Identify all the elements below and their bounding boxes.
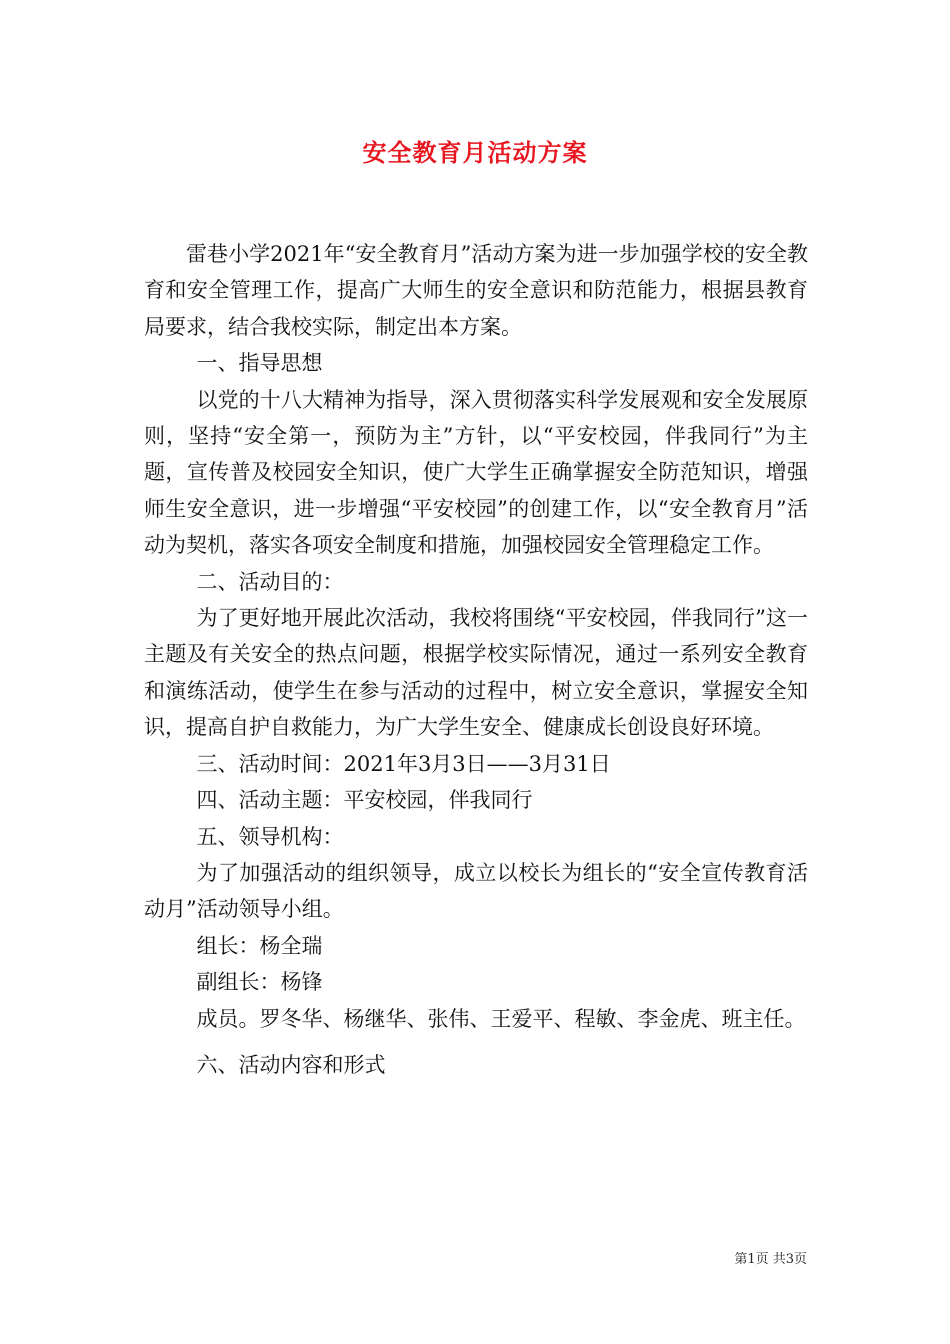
intro-paragraph: 雷巷小学2021年“安全教育月”活动方案为进一步加强学校的安全教育和安全管理工作，提高广大师生的安全意识和防范能力，根据县教育局要求，结合我校实际，制定出本方案。 [144,242,808,339]
section-heading-activity-purpose: 二、活动目的： [196,569,344,594]
document-body [144,236,808,1083]
deputy-team-leader: 副组长：杨锋 [196,970,323,995]
section-heading-activity-theme: 四、活动主题：平安校园，伴我同行 [196,788,533,813]
guiding-thought-paragraph: 以党的十八大精神为指导，深入贯彻落实科学发展观和安全发展原则，坚持“安全第一，预防为主”方针，以“平安校园，伴我同行”为主题，宣传普及校园安全知识，使广大学生正确掌握安全防范知识，增强师生安全意识，进一步增强“平安校园”的创建工作，以“安全教育月”活动为契机，落实各项安全制度和措施，加强校园安全管理稳定工作。 [144,387,808,558]
activity-purpose-paragraph: 为了更好地开展此次活动，我校将围绕“平安校园，伴我同行”这一主题及有关安全的热点问题，根据学校实际情况，通过一系列安全教育和演练活动，使学生在参与活动的过程中，树立安全意识，掌握安全知识，提高自护自救能力，为广大学生安全、健康成长创设良好环境。 [144,606,808,740]
section-heading-activity-content: 六、活动内容和形式 [196,1052,386,1077]
document-title: 安全教育月活动方案 [362,138,588,167]
section-heading-activity-time: 三、活动时间：2021年3月3日——3月31日 [196,751,611,776]
page-number-footer: 第1页 共3页 [734,1252,807,1267]
leadership-paragraph: 为了加强活动的组织领导，成立以校长为组长的“安全宣传教育活动月”活动领导小组。 [144,860,808,922]
section-heading-leadership: 五、领导机构： [196,824,344,849]
section-heading-guiding-thought: 一、指导思想 [196,351,323,376]
team-members: 成员。罗冬华、杨继华、张伟、王爱平、程敏、李金虎、班主任。 [196,1006,806,1031]
team-leader: 组长：杨全瑞 [196,933,323,958]
